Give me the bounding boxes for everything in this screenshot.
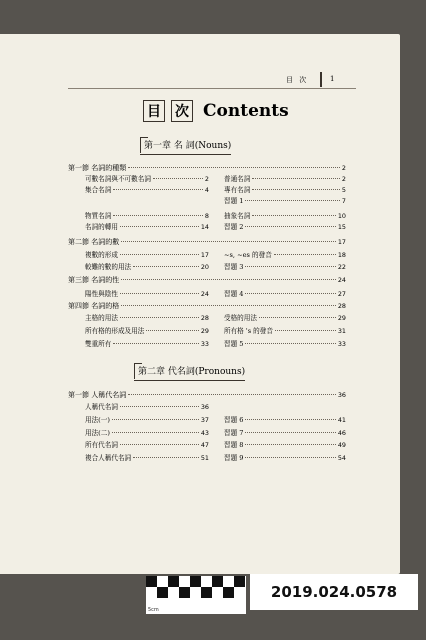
toc-row: 習題 7 46 [224, 429, 346, 437]
toc-row: 受格的用法 29 [224, 314, 346, 322]
toc-row: 所有格的形成及用法 29 [85, 327, 209, 335]
toc-row: 習題 8 49 [224, 441, 346, 449]
toc-row-section: 第一節 名詞的種類 2 [68, 164, 346, 172]
toc-row: 人稱代名詞 36 [85, 403, 209, 411]
toc-row: ~s, ~es 的發音 18 [224, 251, 346, 259]
title-english: Contents [203, 101, 289, 121]
page-number: 1 [330, 75, 335, 83]
toc-row: 陽性與陰性 24 [85, 290, 209, 298]
toc-row-section: 第一節 人稱代名詞 36 [68, 391, 346, 399]
toc-row: 較難的數的用法 20 [85, 263, 209, 271]
chapter2-heading: 第二章 代名詞(Pronouns) [134, 363, 245, 378]
toc-row: 複數的形成 17 [85, 251, 209, 259]
header-rule [68, 88, 356, 89]
toc-row: 雙重所有 33 [85, 340, 209, 348]
toc-row: 習題 6 41 [224, 416, 346, 424]
toc-row-section: 第二節 名詞的數 17 [68, 238, 346, 246]
title-char-mu: 目 [143, 100, 165, 122]
toc-row: 集合名詞 4 [85, 186, 209, 194]
toc-row-section: 第四節 名詞的格 28 [68, 302, 346, 310]
toc-row: 普通名詞 2 [224, 175, 346, 183]
scale-text: 5cm [148, 607, 159, 613]
toc-row: 專有名詞 5 [224, 186, 346, 194]
toc-row: 用法(一) 37 [85, 416, 209, 424]
scale-checker [146, 576, 246, 614]
toc-row: 所有格 's 的發音 31 [224, 327, 346, 335]
title-char-ci: 次 [171, 100, 193, 122]
page-title [143, 100, 289, 122]
toc-row: 主格的用法 28 [85, 314, 209, 322]
toc-row: 抽象名詞 10 [224, 212, 346, 220]
toc-row: 用法(二) 43 [85, 429, 209, 437]
toc-row: 名詞的轉用 14 [85, 223, 209, 231]
toc-row-section: 第三節 名詞的性 24 [68, 276, 346, 284]
toc-row: 物質名詞 8 [85, 212, 209, 220]
header-bar [320, 72, 322, 87]
toc-row: 複合人稱代名詞 51 [85, 454, 209, 462]
toc-row: 可數名詞與不可數名詞 2 [85, 175, 209, 183]
toc-row: 所有代名詞 47 [85, 441, 209, 449]
toc-row: 習題 1 7 [224, 197, 346, 205]
toc-row: 習題 3 22 [224, 263, 346, 271]
toc-row: 習題 9 54 [224, 454, 346, 462]
running-title: 目 次 [286, 76, 309, 84]
toc-row: 習題 2 15 [224, 223, 346, 231]
chapter1-heading: 第一章 名 詞(Nouns) [140, 137, 231, 152]
toc-row: 習題 5 33 [224, 340, 346, 348]
toc-row: 習題 4 27 [224, 290, 346, 298]
accession-label: 2019.024.0578 [250, 574, 418, 610]
